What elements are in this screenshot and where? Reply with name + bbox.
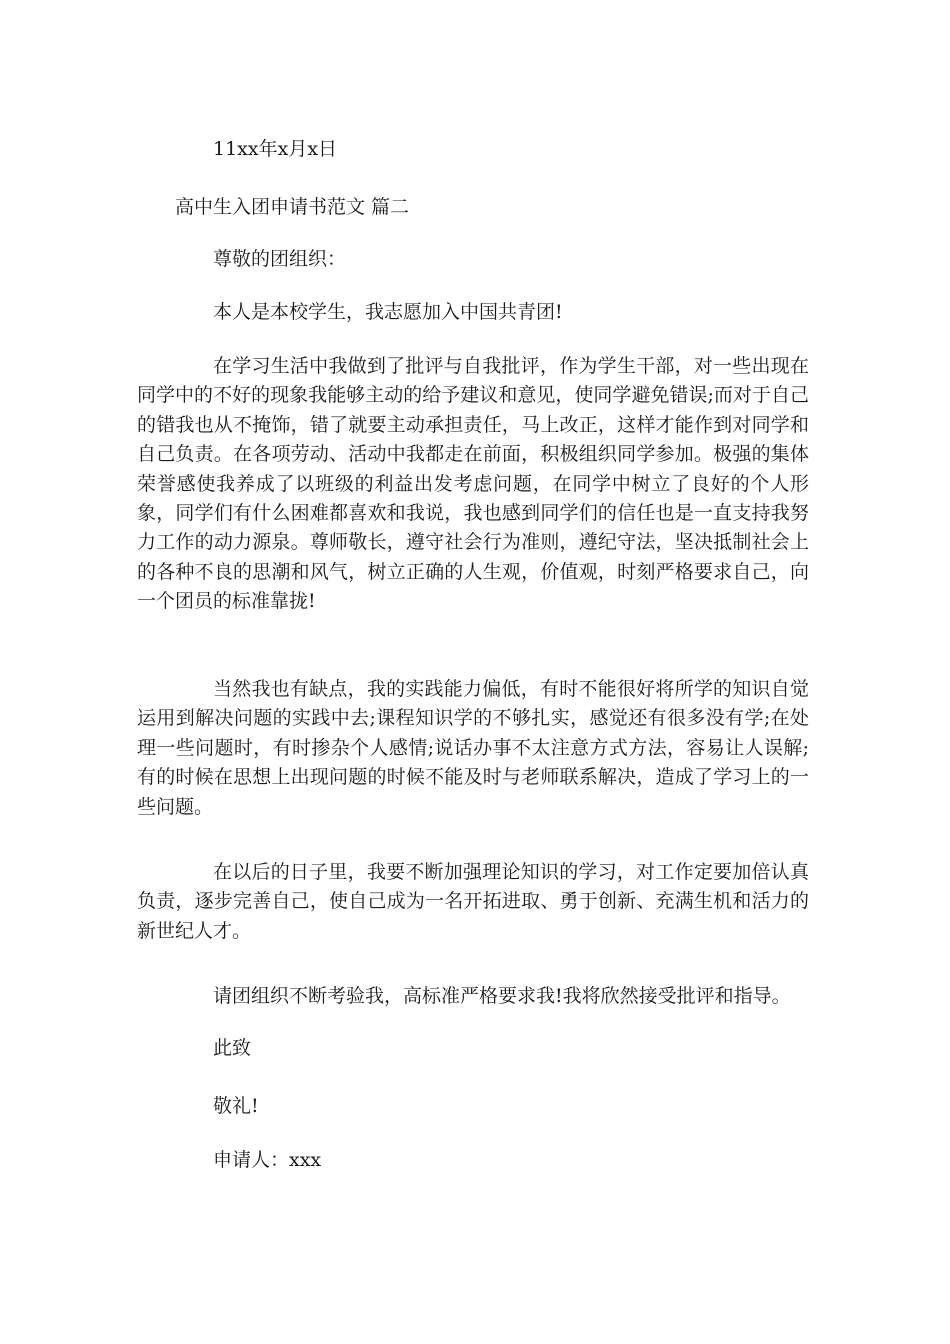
paragraph-future-plans: 在以后的日子里，我要不断加强理论知识的学习，对工作定要加倍认真负责，逐步完善自己，使自己成为一名开拓进取、勇于创新、充满生机和活力的新世纪人才。	[137, 861, 809, 942]
date-line: 11xx年x月x日	[213, 138, 338, 160]
request-line: 请团组织不断考验我，高标准严格要求我!我将欣然接受批评和指导。	[213, 985, 791, 1007]
intro-line: 本人是本校学生，我志愿加入中国共青团!	[213, 301, 563, 323]
salutation: 尊敬的团组织：	[213, 248, 347, 270]
section-title: 高中生入团申请书范文 篇二	[175, 196, 410, 218]
closing-salute: 敬礼!	[213, 1095, 259, 1117]
paragraph-self-evaluation: 在学习生活中我做到了批评与自我批评，作为学生干部，对一些出现在同学中的不好的现象我能够主动的给予建议和意见，使同学避免错误;而对于自己的错我也从不掩饰，错了就要主动承担责任，马上改正，这样才能作到对同学和自己负责。在各项劳动、活动中我都走在前面，积极组织同学参加。极强的集体荣誉感使我养成了以班级的利益出发考虑问题，在同学中树立了良好的个人形象，同学们有什么困难都喜欢和我说，我也感到同学们的信任也是一直支持我努力工作的动力源泉。尊师敬长，遵守社会行为准则，遵纪守法，坚决抵制社会上的各种不良的思潮和风气，树立正确的人生观，价值观，时刻严格要求自己，向一个团员的标准靠拢!	[137, 355, 809, 613]
applicant-signature: 申请人：xxx	[213, 1149, 322, 1171]
closing-greeting: 此致	[213, 1037, 252, 1059]
paragraph-shortcomings: 当然我也有缺点，我的实践能力偏低，有时不能很好将所学的知识自觉运用到解决问题的实践中去;课程知识学的不够扎实，感觉还有很多没有学;在处理一些问题时，有时掺杂个人感情;说话办事不太注意方式方法，容易让人误解;有的时候在思想上出现问题的时候不能及时与老师联系解决，造成了学习上的一些问题。	[137, 678, 809, 818]
